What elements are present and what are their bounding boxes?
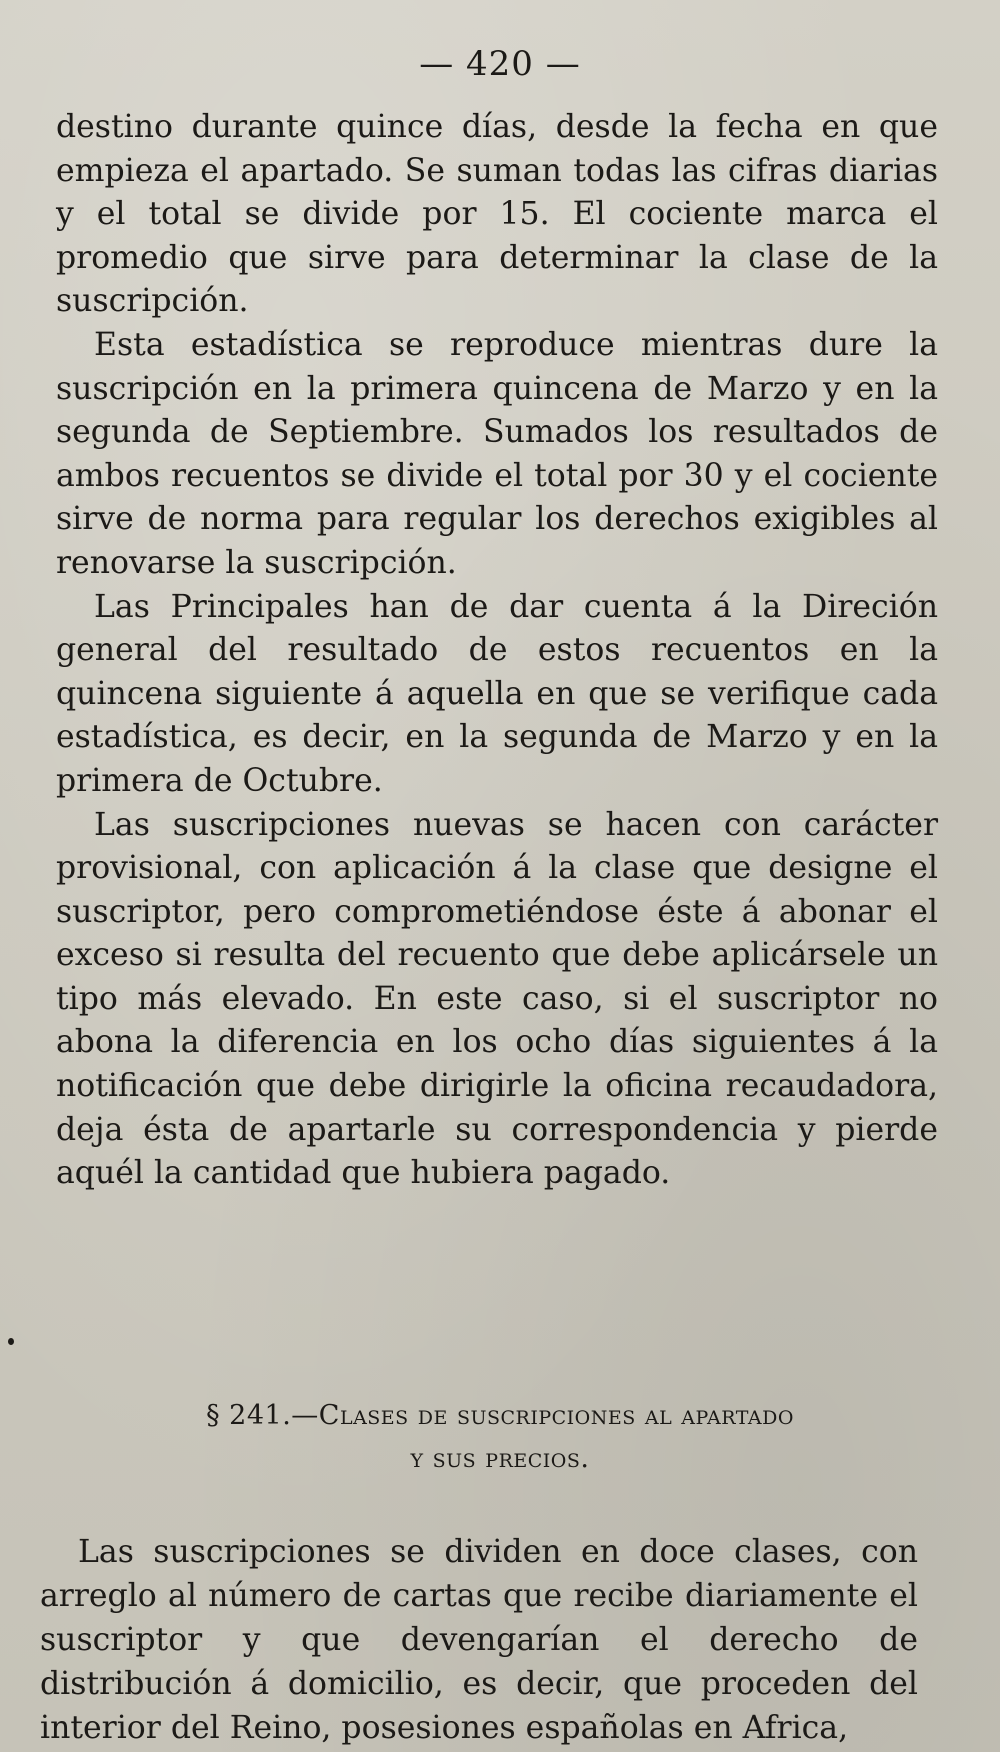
ink-speck xyxy=(8,1338,14,1345)
page-number: — 420 — xyxy=(419,44,581,84)
paragraph-2: Esta estadística se reproduce mientras dure la suscripción en la primera quincena de Marzo y en la segunda de Septiembre. Sumados los resultados de ambos recuentos se divide el total por 30 y el cociente sirve de norma para regular los derechos exigibles al renovarse la suscripción. xyxy=(56,326,938,581)
section-heading xyxy=(60,1394,940,1480)
paragraph-3: Las Principales han de dar cuenta á la Direción general del resultado de estos recuentos en la quincena siguiente á aquella en que se verifique cada estadística, es decir, en la segunda de Marzo y en la primera de Octubre. xyxy=(56,588,938,799)
section-heading-line-1: § 241.—Clases de suscripciones al apartado xyxy=(206,1400,794,1431)
paragraph-4: Las suscripciones nuevas se hacen con carácter provisional, con aplicación á la clase que designe el suscriptor, pero comprometiéndose éste á abonar el exceso si resulta del recuento que debe aplicársele un tipo más elevado. En este caso, si el suscriptor no abona la diferencia en los ocho días siguientes á la notificación que debe dirigirle la oficina recaudadora, deja ésta de apartarle su correspondencia y pierde aquél la cantidad que hubiera pagado. xyxy=(56,806,938,1192)
body-text xyxy=(56,106,938,1196)
closing-text xyxy=(40,1530,918,1750)
section-heading-line-2: y sus precios. xyxy=(410,1443,590,1474)
paragraph-5: Las suscripciones se dividen en doce clases, con arreglo al número de cartas que recibe diariamente el suscriptor y que devengarían el derecho de distribución á domicilio, es decir, que proceden del interior del Reino, posesiones españolas en Africa, xyxy=(40,1534,918,1746)
paragraph-1: destino durante quince días, desde la fecha en que empieza el apartado. Se suman todas las cifras diarias y el total se divide por 15. El cociente marca el promedio que sirve para determinar la clase de la suscripción. xyxy=(56,109,938,320)
